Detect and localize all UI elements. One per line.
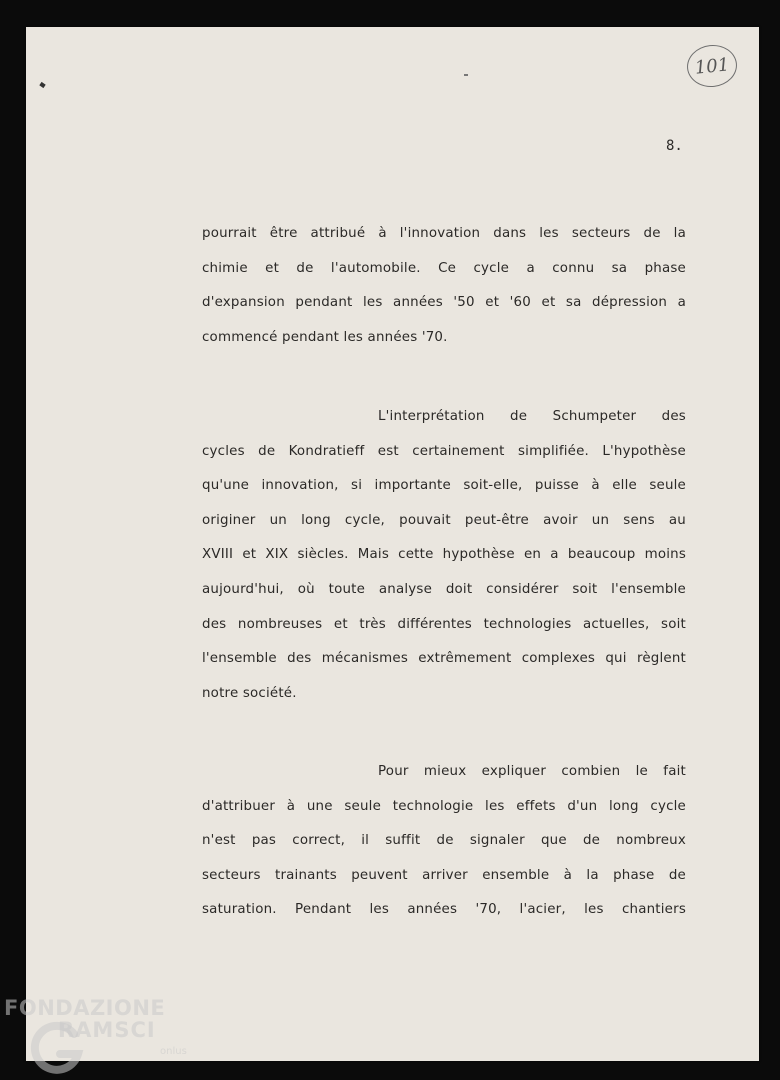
text-line: notre société. [202,685,297,701]
text-line: d'attribuer à une seule technologie les effets d'un long cycle [202,798,686,814]
text-line: Pour mieux expliquer combien le fait [378,764,686,779]
text-line: aujourd'hui, où toute analyse doit considérer soit l'ensemble [202,581,686,597]
watermark-line-3: onlus [160,1046,187,1057]
text-line: commencé pendant les années '70. [202,329,448,345]
text-line: n'est pas correct, il suffit de signaler que de nombreux [202,833,686,849]
text-line: L'interprétation de Schumpeter des [378,409,686,424]
text-line: qu'une innovation, si importante soit-elle, puisse à elle seule [202,478,686,494]
text-line: saturation. Pendant les années '70, l'acier, les chantiers [202,902,686,918]
page-number: 8. [666,138,683,154]
folio-number: 101 [693,53,731,79]
paragraph-3 [202,755,686,928]
folio-stamp [685,43,739,90]
archive-watermark [4,994,204,1080]
text-line: des nombreuses et très différentes technologies actuelles, soit [202,616,686,632]
text-line: chimie et de l'automobile. Ce cycle a connu sa phase [202,260,686,276]
text-line: cycles de Kondratieff est certainement simplifiée. L'hypothèse [202,443,686,459]
paragraph-2 [202,400,686,711]
text-line: secteurs trainants peuvent arriver ensemble à la phase de [202,867,686,883]
text-line: XVIII et XIX siècles. Mais cette hypothèse en a beaucoup moins [202,547,686,563]
document-page [26,27,759,1061]
paragraph-1 [202,217,686,355]
text-line: d'expansion pendant les années '50 et '60 et sa dépression a [202,295,686,311]
text-line: l'ensemble des mécanismes extrêmement complexes qui règlent [202,651,686,667]
watermark-line-2: RAMSCI [58,1018,156,1042]
text-line: pourrait être attribué à l'innovation dans les secteurs de la [202,226,686,241]
ink-speck [39,82,45,88]
watermark-line-1: FONDAZIONE [4,996,166,1020]
text-line: originer un long cycle, pouvait peut-être avoir un sens au [202,512,686,528]
ink-speck [464,74,468,76]
